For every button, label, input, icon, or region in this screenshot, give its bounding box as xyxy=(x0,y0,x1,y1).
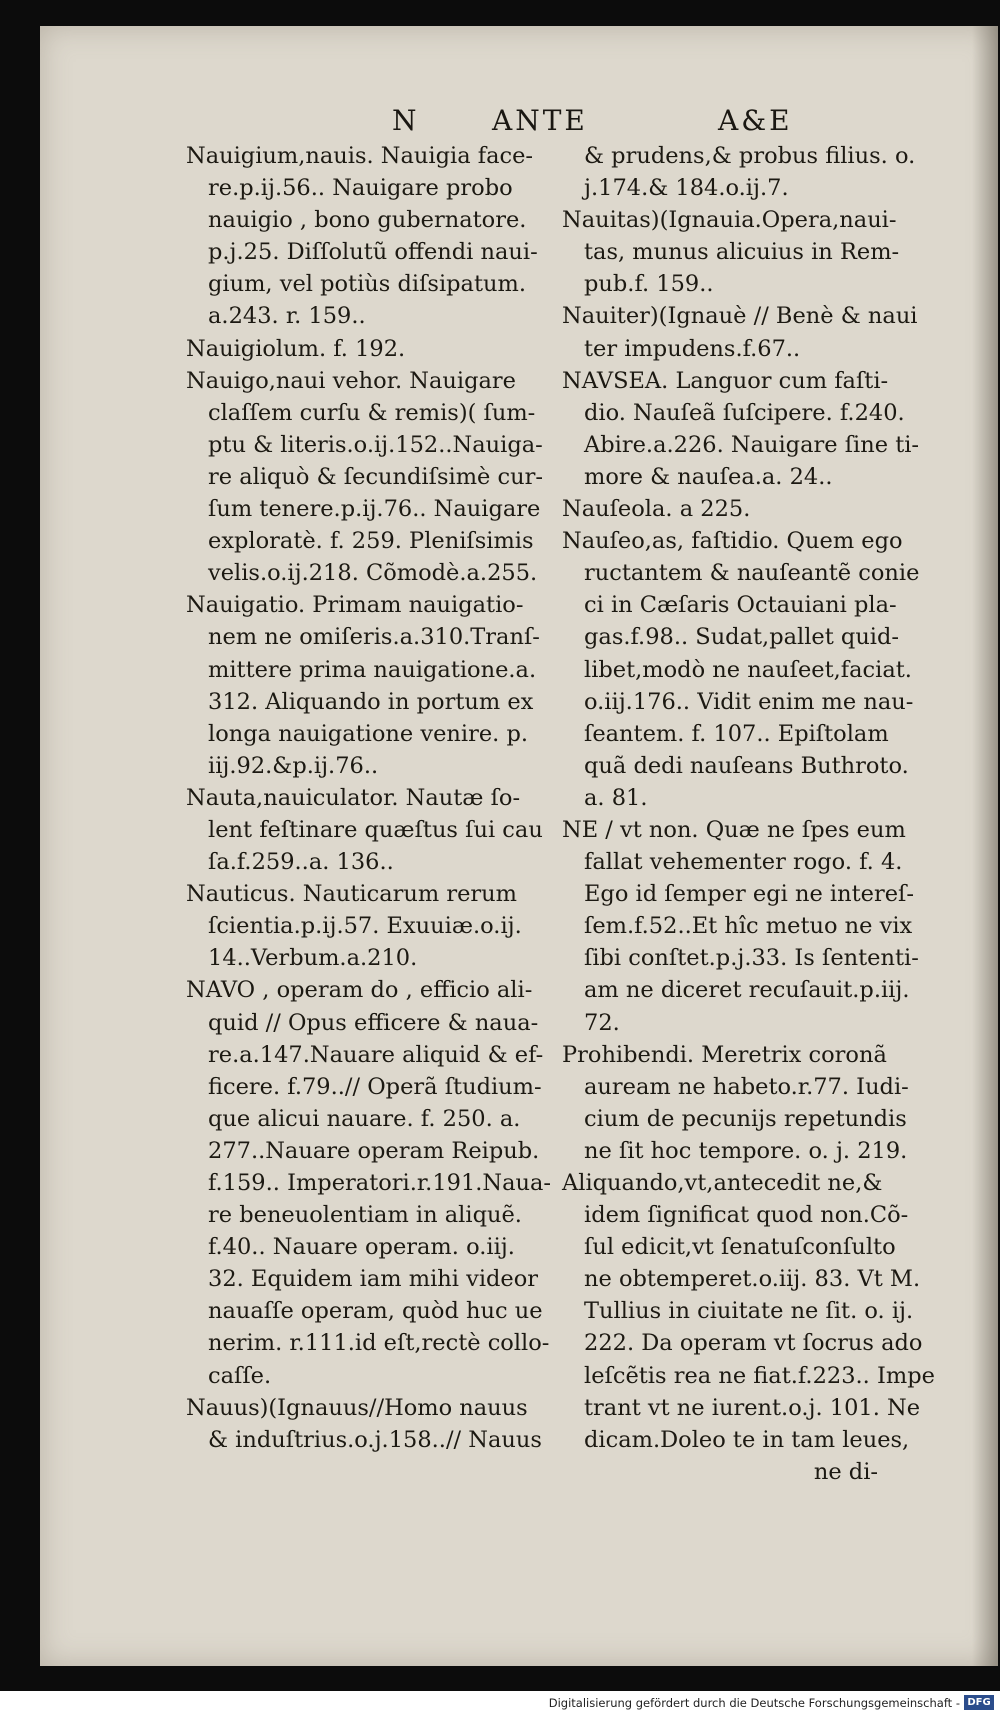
text-line: Prohibendi. Meretrix coronã xyxy=(562,1041,887,1068)
text-line: auream ne habeto.r.77. Iudi- xyxy=(584,1073,909,1100)
text-line: re aliquò & ſecundiſsimè cur- xyxy=(208,463,543,490)
text-line: tas, munus alicuius in Rem- xyxy=(584,239,900,266)
text-line: f.159.. Imperatori.r.191.Naua- xyxy=(208,1170,552,1196)
text-line: & induſtrius.o.j.158..// Nauus xyxy=(208,1426,542,1453)
text-line: 32. Equidem iam mihi videor xyxy=(208,1266,539,1293)
text-line: Nauigo,naui vehor. Nauigare xyxy=(186,367,516,394)
text-line: ſum tenere.p.ij.76.. Nauigare xyxy=(208,496,541,523)
text-line: Ego id ſemper egi ne intereſ- xyxy=(584,881,914,908)
text-line: ſeantem. f. 107.. Epiſtolam xyxy=(584,720,889,747)
text-line: ructantem & nauſeantẽ conie xyxy=(584,560,920,587)
text-line: ſcientia.p.ij.57. Exuuiæ.o.ij. xyxy=(208,913,522,940)
text-line: ſul edicit,vt ſenatuſconſulto xyxy=(584,1234,896,1261)
text-line: Aliquando,vt,antecedit ne,& xyxy=(562,1170,883,1196)
text-line: quid // Opus efficere & naua- xyxy=(208,1009,539,1036)
text-line: mittere prima nauigatione.a. xyxy=(208,656,537,683)
text-line: idem ſignificat quod non.Cõ- xyxy=(584,1202,909,1229)
text-line: quã dedi nauſeans Buthroto. xyxy=(584,752,909,779)
text-line: nauigio , bono gubernatore. xyxy=(208,207,527,234)
text-line: claſſem curſu & remis)( ſum- xyxy=(208,399,536,426)
text-line: more & nauſea.a. 24.. xyxy=(584,463,833,490)
text-line: ter impudens.f.67.. xyxy=(584,335,801,362)
text-line: pub.f. 159.. xyxy=(584,271,714,298)
text-line: Nauigiolum. f. 192. xyxy=(186,335,406,362)
text-line: velis.o.ij.218. Cõmodè.a.255. xyxy=(208,560,538,587)
text-line: a. 81. xyxy=(584,784,648,811)
text-line: 14..Verbum.a.210. xyxy=(208,945,418,972)
text-line: ſem.f.52..Et hîc metuo ne vix xyxy=(584,913,913,940)
text-line: & prudens,& probus filius. o. xyxy=(584,143,916,169)
text-line: NAVSEA. Languor cum faſti- xyxy=(562,367,889,394)
text-line: dio. Nauſeã ſuſcipere. f.240. xyxy=(584,399,905,426)
text-line: Tullius in ciuitate ne ſit. o. ij. xyxy=(584,1298,914,1325)
catchword: ne di- xyxy=(813,1458,878,1485)
text-line: p.j.25. Diſſolutũ offendi naui- xyxy=(208,239,538,266)
text-line: leſcẽtis rea ne fiat.f.223.. Impe xyxy=(584,1362,935,1389)
text-line: NAVO , operam do , efficio ali- xyxy=(186,977,533,1004)
funding-credit: Digitalisierung gefördert durch die Deutsche Forschungsgemeinschaft - xyxy=(548,1696,960,1710)
text-line: nerim. r.111.id eſt,rectè collo- xyxy=(208,1330,550,1357)
text-line: nauaſſe operam, quòd huc ue xyxy=(208,1298,543,1325)
text-line: Nauſeola. a 225. xyxy=(562,496,751,523)
text-line: ne ſit hoc tempore. o. j. 219. xyxy=(584,1137,908,1164)
text-line: j.174.& 184.o.ij.7. xyxy=(584,175,789,202)
text-line: Nauta,nauiculator. Nautæ ſo- xyxy=(186,784,521,811)
text-line: a.243. r. 159.. xyxy=(208,303,366,330)
text-line: ſa.f.259..a. 136.. xyxy=(208,849,394,876)
text-line: Nauiter)(Ignauè // Benè & naui xyxy=(562,303,918,330)
text-line: 72. xyxy=(584,1009,620,1036)
text-line: cium de pecunijs repetundis xyxy=(584,1105,907,1132)
text-line: ficere. f.79..// Operã ſtudium- xyxy=(208,1073,542,1100)
text-line: nem ne omiſeris.a.310.Tranſ- xyxy=(208,624,540,651)
header-range-start: ANTE xyxy=(492,104,588,137)
text-line: o.iij.176.. Vidit enim me nau- xyxy=(584,688,914,715)
text-line: dicam.Doleo te in tam leues, xyxy=(584,1426,910,1453)
text-line: gas.f.98.. Sudat,pallet quid- xyxy=(584,624,900,651)
text-line: caſſe. xyxy=(208,1362,272,1389)
text-line: Nauſeo,as, faſtidio. Quem ego xyxy=(562,528,903,555)
text-line: que alicui nauare. f. 250. a. xyxy=(208,1105,521,1132)
header-letter: N xyxy=(392,104,420,137)
text-line: Nauigatio. Primam nauigatio- xyxy=(186,592,524,619)
dfg-logo: DFG xyxy=(964,1695,994,1710)
left-column xyxy=(186,140,598,1456)
text-line: Nauticus. Nauticarum rerum xyxy=(186,881,518,908)
text-line: re beneuolentiam in aliquẽ. xyxy=(208,1202,522,1229)
text-line: Abire.a.226. Nauigare ſine ti- xyxy=(584,431,920,458)
text-line: 277..Nauare operam Reipub. xyxy=(208,1137,540,1164)
text-line: fallat vehementer rogo. f. 4. xyxy=(584,849,903,876)
text-line: Nauitas)(Ignauia.Opera,naui- xyxy=(562,207,897,234)
text-line: re.p.ij.56.. Nauigare probo xyxy=(208,175,513,202)
text-line: trant vt ne iurent.o.j. 101. Ne xyxy=(584,1394,921,1421)
page-edge-shadow xyxy=(972,26,998,1666)
text-line: ne obtemperet.o.iij. 83. Vt M. xyxy=(584,1266,921,1293)
header-range-end: A&E xyxy=(718,104,793,137)
text-line: ſibi conſtet.p.j.33. Is ſententi- xyxy=(584,945,919,972)
text-line: Nauus)(Ignauus//Homo nauus xyxy=(186,1394,528,1421)
text-line: 222. Da operam vt ſocrus ado xyxy=(584,1330,923,1357)
text-line: ci in Cæſaris Octauiani pla- xyxy=(584,592,897,619)
text-line: libet,modò ne nauſeet,faciat. xyxy=(584,656,912,683)
text-line: NE / vt non. Quæ ne ſpes eum xyxy=(562,816,906,843)
text-line: am ne diceret recuſauit.p.iij. xyxy=(584,977,910,1004)
text-line: exploratè. f. 259. Pleniſsimis xyxy=(208,528,534,555)
text-line: Nauigium,nauis. Nauigia face- xyxy=(186,143,534,169)
text-line: ptu & literis.o.ij.152..Nauiga- xyxy=(208,431,543,458)
digitization-footer xyxy=(0,1691,1000,1716)
right-column xyxy=(562,140,962,1488)
text-line: iij.92.&p.ij.76.. xyxy=(208,752,379,779)
text-line: re.a.147.Nauare aliquid & ef- xyxy=(208,1041,544,1068)
text-line: f.40.. Nauare operam. o.iij. xyxy=(208,1234,515,1261)
text-line: longa nauigatione venire. p. xyxy=(208,720,528,747)
text-line: gium, vel potiùs diſsipatum. xyxy=(208,271,526,298)
text-line: 312. Aliquando in portum ex xyxy=(208,688,534,715)
text-line: lent feſtinare quæſtus ſui cau xyxy=(208,816,543,843)
